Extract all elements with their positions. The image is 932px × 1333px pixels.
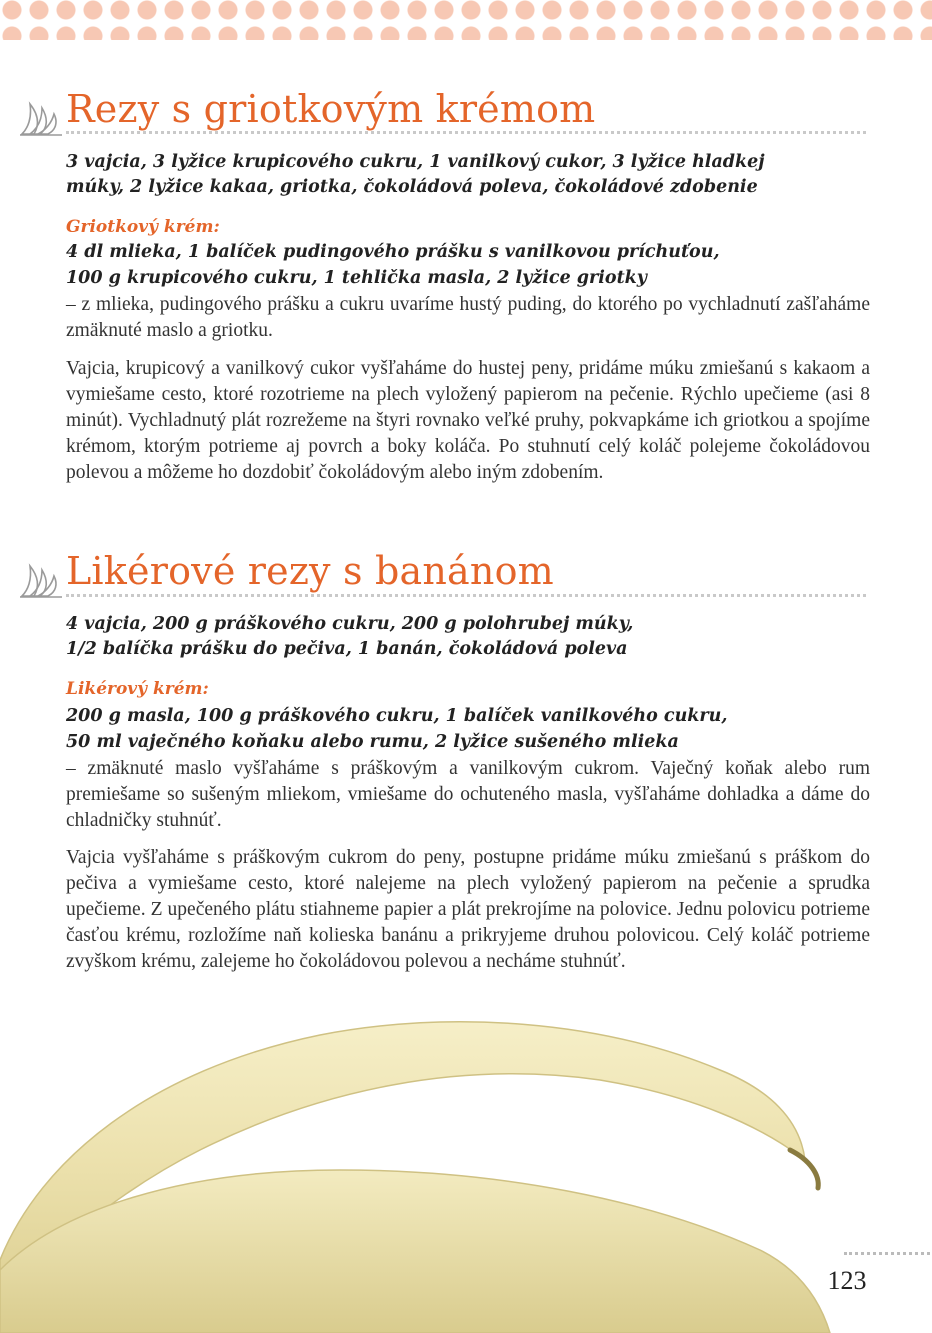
recipe2-ingredients-line1: 4 vajcia, 200 g práškového cukru, 200 g polohrubej múky, [66,614,634,634]
recipe2-heading [18,546,878,606]
recipe1-ingredients-line1: 3 vajcia, 3 lyžice krupicového cukru, 1 vanilkový cukor, 3 lyžice hladkej [66,152,765,172]
recipe2-title: Likérové rezy s banánom [66,549,554,593]
recipe2-ingredients-line2: 1/2 balíčka prášku do pečiva, 1 banán, čokoládová poleva [66,639,628,659]
recipe2-cream-ingredients-line1: 200 g masla, 100 g práškového cukru, 1 balíček vanilkového cukru, [66,706,728,726]
recipe1-ingredients-line2: múky, 2 lyžice kakaa, griotka, čokoládová poleva, čokoládové zdobenie [66,177,758,197]
banana-image [0,1010,932,1333]
recipe1-method: Vajcia, krupicový a vanilkový cukor vyšľaháme do hustej peny, pridáme múku zmiešanú s kakaom a vymiešame cesto, ktoré rozotrieme na plech vyložený papierom na pečenie. Rýchlo upečieme (asi 8 minút). Vychladnutý plát rozrežeme na štyri rovnako veľké pruhy, pokvapkáme ich griotkou a spojíme krémom, ktorým potrieme aj povrch a boky koláča. Po stuhnutí celý koláč polejeme čokoládovou polevou a môžeme ho dozdobiť čokoládovým alebo iným zdobením. [66,358,870,483]
recipe1-cream-ingredients-line2: 100 g krupicového cukru, 1 tehlička masla, 2 lyžice griotky [66,268,647,288]
top-dotted-border [0,0,932,40]
recipe2-cream-ingredients-line2: 50 ml vaječného koňaku alebo rumu, 2 lyžice sušeného mlieka [66,732,679,752]
recipe2-cream-label: Likérový krém: [66,679,209,699]
swirl-ornament-icon [18,560,64,600]
page-number: 123 [827,1266,867,1295]
recipe1-heading [18,84,878,144]
recipe2-method: Vajcia vyšľaháme s práškovým cukrom do peny, postupne pridáme múku zmiešanú s práškom do pečiva a vymiešame cesto, ktoré nalejeme na plech vyložený papierom na pečenie a sprudka upečieme. Z upečeného plátu stiahneme papier a plát prekrojíme na polovice. Jednu polovicu potrieme časťou krému, rozložíme naň kolieska banánu a prikryjeme druhou polovicou. Celý koláč potrieme zvyškom krému, zalejeme ho čokoládovou polevou a necháme stuhnúť. [66,847,870,972]
recipe1-cream-instructions: – z mlieka, pudingového prášku a cukru uvaríme hustý puding, do ktorého po vychladnutí zašľaháme zmäknuté maslo a griotku. [66,294,870,341]
recipe1-cream-label: Griotkový krém: [66,217,220,237]
recipe1-title-divider [66,131,866,134]
recipe2-title-divider [66,594,866,597]
page-number-divider [844,1252,930,1255]
recipe1-cream-ingredients-line1: 4 dl mlieka, 1 balíček pudingového prášku s vanilkovou príchuťou, [66,242,720,262]
recipe1-title: Rezy s griotkovým krémom [66,87,596,131]
swirl-ornament-icon [18,98,64,138]
recipe2-cream-instructions: – zmäknuté maslo vyšľaháme s práškovým a vanilkovým cukrom. Vaječný koňak alebo rum premiešame so sušeným mliekom, vmiešame do ochuteného masla, vyšľaháme dohladka a dáme do chladničky stuhnúť. [66,758,870,831]
